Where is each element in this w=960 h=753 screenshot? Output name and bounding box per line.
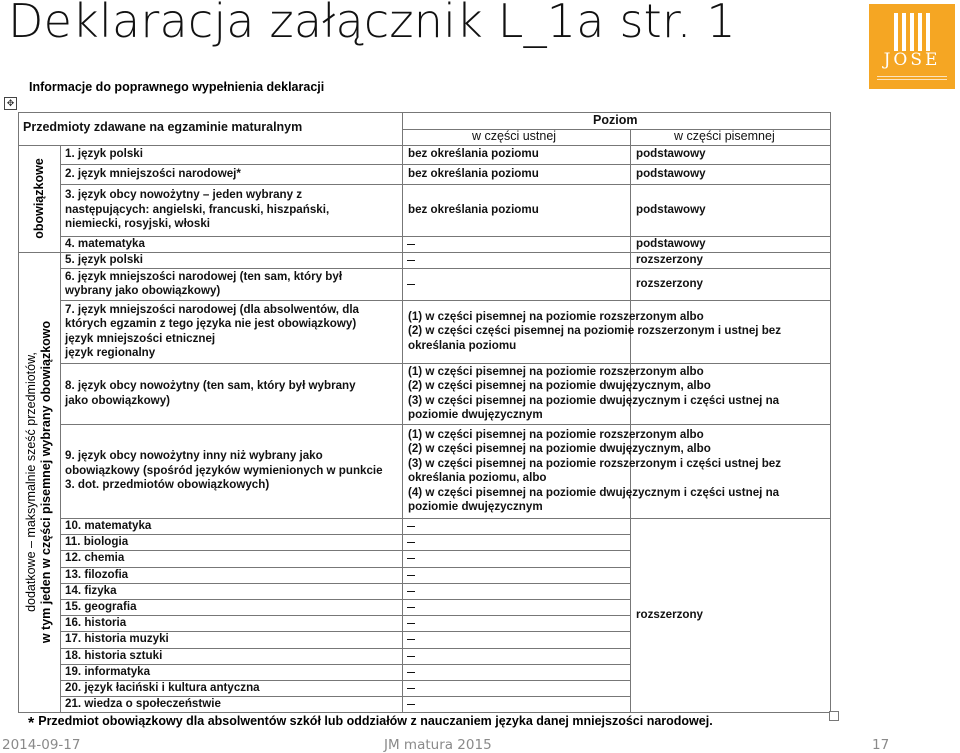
table-rule	[630, 518, 631, 712]
table-rule	[830, 112, 831, 712]
table-rule	[18, 112, 19, 712]
oral-level-text: (1) w części pisemnej na poziomie rozszerzonym albo	[408, 309, 704, 323]
subject-label: 3. dot. przedmiotów obowiązkowych)	[65, 478, 270, 492]
table-rule	[18, 252, 60, 253]
subject-label: 17. historia muzyki	[65, 632, 169, 646]
dash-icon	[407, 591, 415, 592]
oral-level-text: (2) w części pisemnej na poziomie dwujęzycznym, albo	[408, 379, 711, 392]
footer-date: 2014-09-17	[2, 737, 81, 753]
oral-level-text: poziomie dwujęzycznym	[408, 408, 543, 421]
table-rule	[60, 534, 630, 535]
dash-icon	[407, 558, 415, 559]
table-rule	[60, 164, 830, 165]
subject-label: 2. język mniejszości narodowej*	[65, 166, 241, 180]
logo-text: JOSE	[883, 50, 941, 70]
subject-label: 14. fizyka	[65, 583, 117, 597]
subject-label: 11. biologia	[65, 535, 129, 549]
logo-columns-icon	[894, 13, 930, 51]
table-rule	[18, 145, 830, 146]
footer-page-number: 17	[872, 737, 890, 753]
subject-label: obowiązkowy (spośród języków wymienionych w punkcie	[65, 463, 383, 477]
simple-rows-written-level: rozszerzony	[636, 608, 704, 622]
subject-label: 12. chemia	[65, 551, 125, 565]
subject-label: 10. matematyka	[65, 519, 152, 532]
table-rule	[60, 252, 830, 253]
checkbox-icon[interactable]	[829, 711, 839, 721]
table-rule	[60, 300, 830, 301]
subject-label: 6. język mniejszości narodowej (ten sam, który był	[65, 269, 343, 283]
table-rule	[402, 112, 403, 712]
group-additional-label	[24, 252, 54, 712]
subject-label: których egzamin z tego języka nie jest obowiązkowy)	[65, 317, 357, 330]
group-additional-line1: dodatkowe – maksymalnie sześć przedmiotów,	[24, 352, 39, 613]
subject-label: 20. język łaciński i kultura antyczna	[65, 681, 260, 694]
table-rule	[60, 599, 630, 600]
subject-label: język regionalny	[65, 346, 156, 359]
table-move-handle-icon[interactable]: ✥	[4, 97, 17, 110]
dash-icon	[407, 284, 415, 285]
footnote-marker: *	[28, 715, 35, 732]
dash-icon	[407, 656, 415, 657]
written-level-text: podstawowy	[636, 202, 706, 216]
dash-icon	[407, 542, 415, 543]
footnote	[28, 714, 713, 733]
oral-level-text: określania poziomu	[408, 338, 517, 352]
subject-label: 3. język obcy nowożytny – jeden wybrany z	[65, 188, 303, 202]
oral-level-text: (1) w części pisemnej na poziomie rozszerzonym albo	[408, 364, 704, 378]
subject-label: 18. historia sztuki	[65, 648, 163, 662]
dash-icon	[407, 260, 415, 261]
subject-label: 21. wiedza o społeczeństwie	[65, 697, 221, 711]
written-level-text: rozszerzony	[636, 252, 704, 266]
table-rule	[60, 236, 830, 237]
written-header: w części pisemnej	[674, 129, 775, 143]
written-level-text: rozszerzony	[636, 276, 704, 290]
dash-icon	[407, 526, 415, 527]
oral-level-text: bez określania poziomu	[408, 147, 539, 161]
subject-label: 16. historia	[65, 616, 127, 630]
subject-label: następujących: angielski, francuski, hiszpański,	[65, 202, 330, 216]
footnote-text: Przedmiot obowiązkowy dla absolwentów szkół lub oddziałów z nauczaniem języka danej mniejszości narodowej.	[38, 714, 713, 728]
oral-level-text: (3) w części pisemnej na poziomie rozszerzonym i części ustnej bez	[408, 456, 782, 470]
oral-level-text: określania poziomu, albo	[408, 471, 547, 484]
dash-icon	[407, 688, 415, 689]
subject-label: 7. język mniejszości narodowej (dla absolwentów, dla	[65, 302, 359, 316]
subjects-header: Przedmioty zdawane na egzaminie maturalnym	[23, 120, 303, 134]
subject-label: 5. język polski	[65, 253, 143, 266]
footer-center: JM matura 2015	[384, 737, 492, 753]
group-additional-line2: w tym jeden w części pisemnej wybrany obowiązkowo	[39, 321, 54, 644]
table-rule	[60, 567, 630, 568]
subjects-table	[18, 112, 830, 712]
table-rule	[60, 583, 630, 584]
school-logo	[869, 4, 955, 89]
subject-label: 4. matematyka	[65, 237, 145, 250]
dash-icon	[407, 639, 415, 640]
oral-level-text: (1) w części pisemnej na poziomie rozszerzonym albo	[408, 427, 704, 441]
dash-icon	[407, 704, 415, 705]
subject-label: 15. geografia	[65, 600, 137, 613]
oral-header: w części ustnej	[472, 129, 557, 143]
subject-label: 19. informatyka	[65, 664, 151, 678]
table-rule	[60, 550, 630, 551]
slide-title: Deklaracja załącznik L_1a str. 1	[8, 0, 736, 48]
subject-label: niemiecki, rosyjski, włoski	[65, 217, 210, 231]
oral-level-text: bez określania poziomu	[408, 166, 539, 180]
table-rule	[60, 615, 630, 616]
subject-label: jako obowiązkowy)	[65, 393, 171, 407]
level-header: Poziom	[593, 113, 638, 127]
oral-level-text: (2) w części pisemnej na poziomie dwujęzycznym, albo	[408, 442, 711, 455]
table-rule	[18, 112, 830, 113]
subject-label: język mniejszości etnicznej	[65, 331, 216, 345]
written-level-text: podstawowy	[636, 147, 706, 161]
oral-level-text: (4) w części pisemnej na poziomie dwujęzycznym i części ustnej na	[408, 485, 780, 499]
subject-label: 9. język obcy nowożytny inny niż wybrany jako	[65, 449, 323, 463]
written-level-text: podstawowy	[636, 166, 706, 180]
oral-level-text: bez określania poziomu	[408, 202, 539, 216]
subject-label: 13. filozofia	[65, 567, 129, 581]
subject-label: 1. język polski	[65, 147, 143, 161]
subject-label: 8. język obcy nowożytny (ten sam, który był wybrany	[65, 379, 356, 392]
dash-icon	[407, 672, 415, 673]
table-rule	[60, 184, 830, 185]
dash-icon	[407, 607, 415, 608]
table-rule	[60, 424, 830, 425]
dash-icon	[407, 623, 415, 624]
oral-level-text: poziomie dwujęzycznym	[408, 500, 543, 513]
table-rule	[60, 145, 61, 712]
subject-label: wybrany jako obowiązkowy)	[65, 284, 221, 297]
dash-icon	[407, 244, 415, 245]
document-heading: Informacje do poprawnego wypełnienia deklaracji	[29, 80, 325, 94]
table-rule	[60, 518, 830, 519]
written-level-text: podstawowy	[636, 236, 706, 250]
oral-level-text: (3) w części pisemnej na poziomie dwujęzycznym i części ustnej na	[408, 393, 780, 407]
oral-level-text: (2) w części części pisemnej na poziomie rozszerzonym i ustnej bez	[408, 324, 782, 338]
dash-icon	[407, 575, 415, 576]
group-mandatory-label: obowiązkowe	[31, 157, 46, 239]
